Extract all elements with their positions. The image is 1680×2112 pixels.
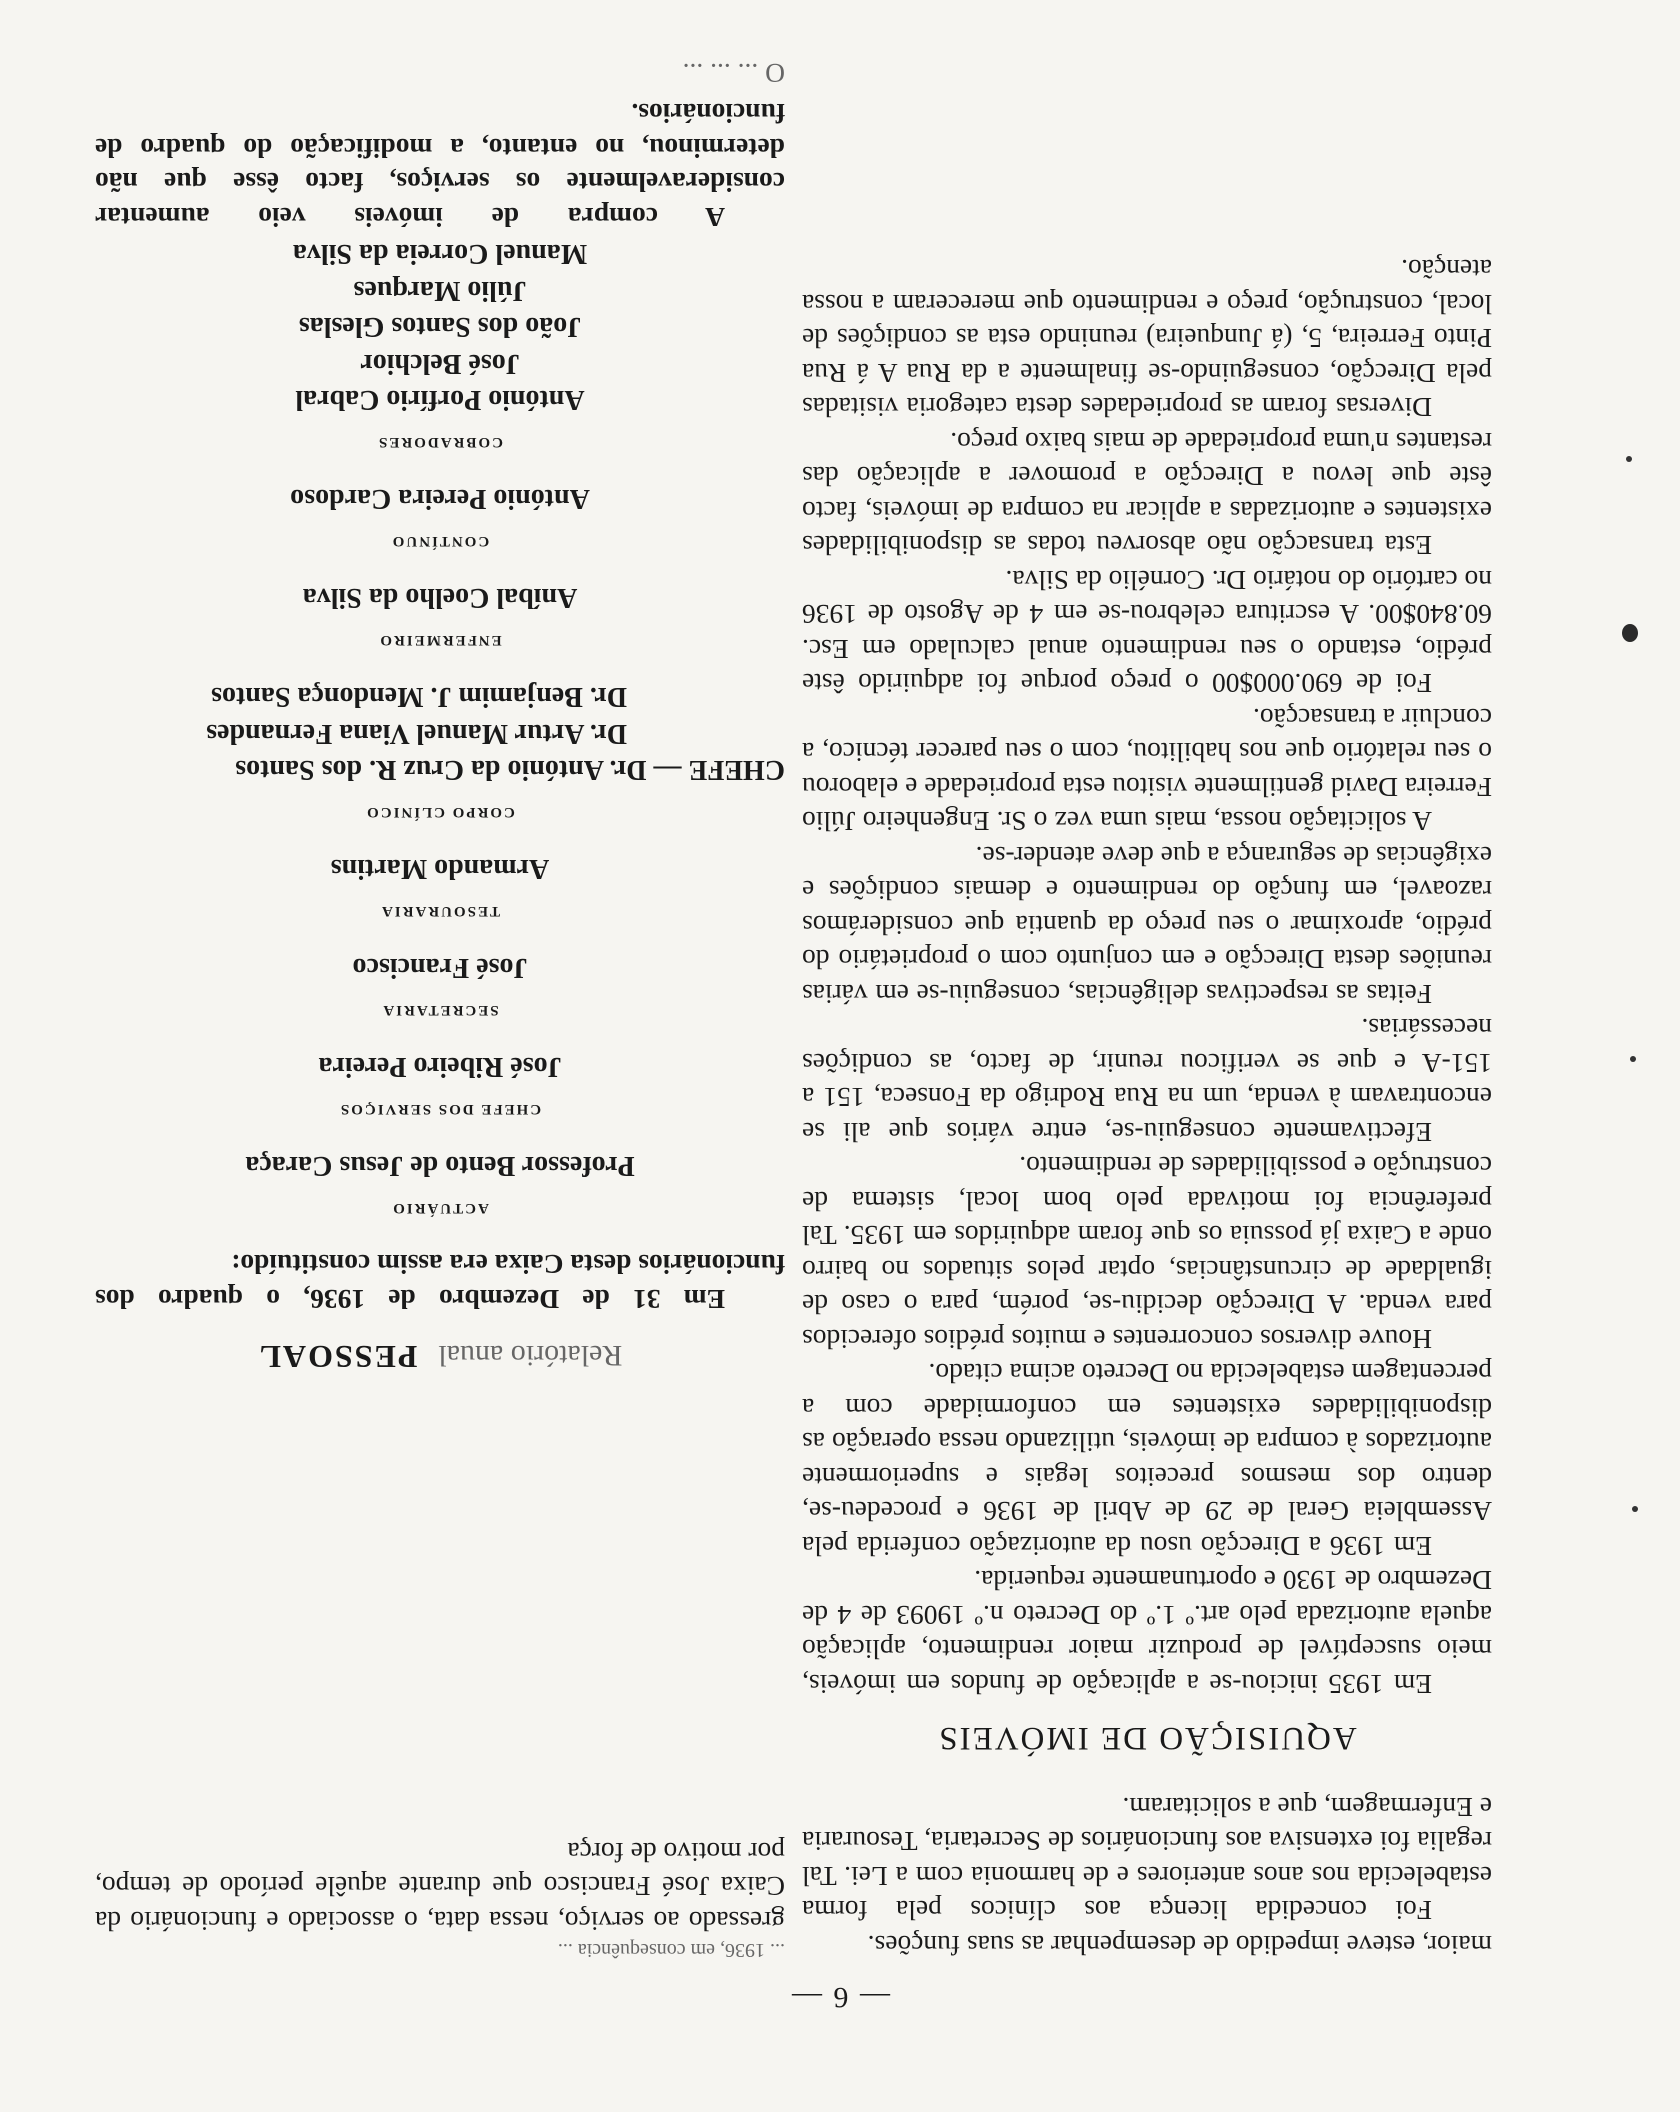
section-title-pessoal: PESSOAL <box>257 1339 418 1376</box>
faded-top-text: ... 1936, em consequência ... <box>557 1939 785 1961</box>
staff-name: João dos Santos Gleslas <box>298 311 582 343</box>
ink-dot <box>1630 1056 1636 1062</box>
faded-header-text: Relatório anual <box>438 1339 623 1373</box>
staff-name: CHEFE — Dr. António da Cruz R. dos Santos <box>235 754 785 786</box>
staff-name: António Pereira Cardoso <box>290 483 590 515</box>
paragraph-licenca: Foi concedida licença aos clínicos pela forma estabelecida nos anos anteriores e de harmonia com a Lei. Tal regalia foi extensiva aos funcionários de Secretaria, Tesouraria e Enfermagem, que a solicitaram. <box>802 1792 1492 1927</box>
staff-name: Dr. Artur Manuel Viana Fernandes <box>206 718 627 749</box>
staff-name: Dr. Benjamim J. Mendonça Santos <box>211 681 627 713</box>
spacer <box>95 1405 785 1835</box>
ink-spot <box>1622 624 1638 642</box>
role-corpo-clinico: CORPO CLÍNICO <box>365 804 515 820</box>
left-column <box>802 252 1492 1962</box>
staff-name: Aníbal Coelho da Silva <box>302 582 578 614</box>
paragraph-deligencias: Feitas as respectivas deligências, conseguiu-se em várias reuniões desta Direcção e em conjunto com o proprietário do prédio, aproximar o seu preço da quantia que considerámos razoavel, em função do rendimento e demais condições e exigências de segurança a que deve atender-se. <box>802 841 1492 1010</box>
role-tesouraria: TESOURARIA <box>379 903 501 919</box>
ink-dot <box>1626 456 1632 462</box>
role-chefe-servicos: CHEFE DOS SERVIÇOS <box>338 1101 542 1117</box>
role-secretaria: SECRETARIA <box>381 1002 499 1018</box>
staff-name: Manuel Correia da Silva <box>292 238 588 270</box>
staff-name: Professor Bento de Jesus Caraça <box>245 1150 635 1182</box>
section-header-pessoal <box>95 1338 785 1375</box>
paragraph-1936: Em 1936 a Direcção usou da autorização conferida pela Assembleia Geral de 29 de Abril de 1936 e procedeu-se, dentro dos mesmos preceitos legais e superiormente autorizados à compra de imóveis, utilizando nessa operação as disponibilidades existentes em conformidade com a percentagem estabelecida no Decreto acima citado. <box>802 1358 1492 1562</box>
paragraph-concorrentes: Houve diversos concorrentes e muitos prédios oferecidos para venda. A Direcção decidiu-se, porém, para o caso de igualdade de circunstâncias, optar pelos situados no bairro onde a Caixa já possuia os que foram adquiridos em 1935. Tal preferência foi motivada pelo bom local, sistema de construção e possibilidades de rendimento. <box>802 1151 1492 1355</box>
staff-name: António Porfírio Cabral <box>295 384 585 416</box>
staff-name: José Francisco <box>352 952 528 984</box>
ink-dot <box>1632 1506 1638 1512</box>
paragraph-preco: Foi de 690.000$00 o preço porque foi adquirido êste prédio, estando o seu rendimento anual calculado em Esc. 60.840$00. A escritura celebrou-se em 4 de Agosto de 1936 no cartório do notário Dr. Cornélio da Silva. <box>802 565 1492 700</box>
right-continuation-text: gressado ao serviço, nessa data, o associado e funcionário da Caixa José Francisco que durante aquêle período de tempo, por motivo de força <box>95 1837 785 1937</box>
staff-name: José Belchior <box>360 348 520 379</box>
right-column <box>95 56 785 1963</box>
staff-name: José Ribeiro Pereira <box>318 1051 562 1083</box>
paragraph-engenheiro: A solicitação nossa, mais uma vez o Sr. Engenheiro Júlio Ferreira David gentilmente visitou esta propriedade e elaborou o seu relatório que nos habilitou, com o seu parecer técnico, a concluir a transacção. <box>802 703 1492 838</box>
role-cobradores: COBRADORES <box>377 434 503 450</box>
paragraph-1935: Em 1935 iniciou-se a aplicação de fundos em imóveis, meio susceptível de produzir maior rendimento, aplicação aquela autorizada pelo art.º 1.º do Decreto n.º 19093 de 4 de Dezembro de 1930 e oportunamente requerida. <box>802 1565 1492 1700</box>
role-enfermeiro: ENFERMEIRO <box>378 632 502 648</box>
pessoal-intro: Em 31 de Dezembro de 1936, o quadro dos funcionários desta Caixa era assim constituído: <box>95 1249 785 1315</box>
left-continuation-text: maior, esteve impedido de desempenhar as suas funções. <box>867 1930 1492 1961</box>
role-actuario: ACTUÁRIO <box>391 1200 489 1216</box>
paragraph-propriedades: Diversas foram as propriedades desta categoria visitadas pela Direcção, conseguindo-se finalmente a da Rua A á Rua Pinto Ferreira, 5, (á Junqueira) reunindo esta as condições de local, construção, preço e rendimento que mereceram a nossa atenção. <box>802 254 1492 424</box>
page-number: — 6 — <box>790 1981 890 2014</box>
faded-bottom-text: O ... ... ... <box>682 58 785 89</box>
staff-name: Armando Martins <box>330 853 550 885</box>
staff-name: Júlio Marques <box>353 275 527 306</box>
section-title-aquisicao: AQUISIÇÃO DE IMÓVEIS <box>937 1720 1357 1757</box>
paragraph-rua-rodrigo: Efectivamente conseguiu-se, entre vários que ali se encontravam à venda, um na Rua Rodrigo da Fonseca, 151 a 151-A e que se verificou reunir, de facto, as condições necessárias. <box>802 1013 1492 1148</box>
closing-paragraph: A compra de imóveis veio aumentar consideravelmente os serviços, facto êsse que não determinou, no entanto, a modificação do quadro de funcionários. <box>95 98 785 233</box>
paragraph-transaccao: Esta transacção não absorveu todas as disponibilidades existentes e autorizadas a aplicar na compra de imóveis, facto êste que levou a Direcção a promover a aplicação das restantes n'uma propriedade de mais baixo preço. <box>802 427 1492 562</box>
role-continuo: CONTÍNUO <box>390 533 490 549</box>
